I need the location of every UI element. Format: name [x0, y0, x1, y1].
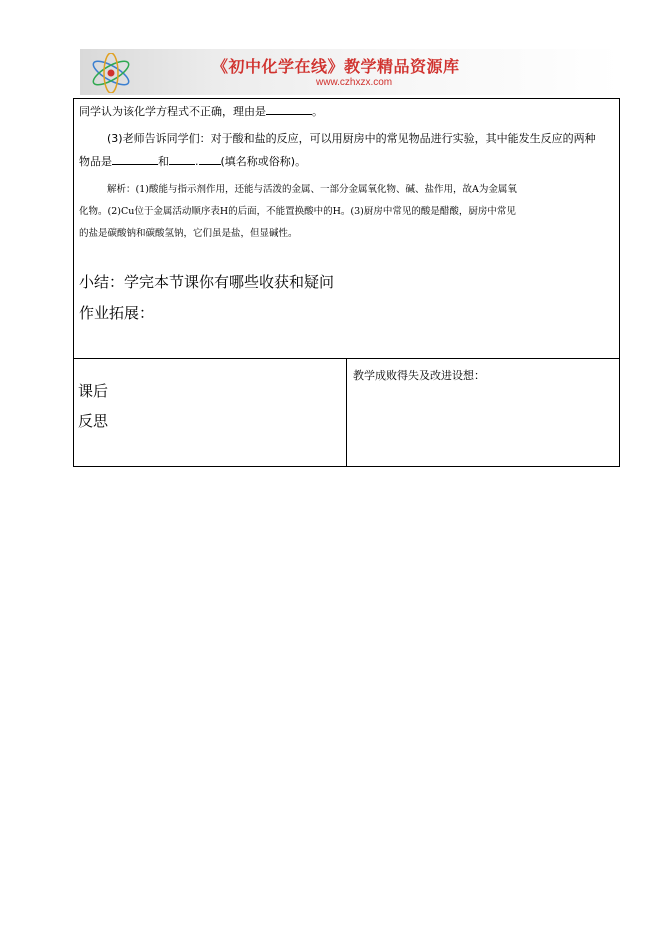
answer-blank-2 — [169, 153, 195, 165]
banner-url: www.czhxzx.com — [316, 77, 393, 88]
question-text: 和 — [158, 155, 169, 168]
solution-line: 解析：(1)酸能与指示剂作用，还能与活泼的金属、一部分金属氧化物、碱、盐作用，故A为金属氧 — [107, 184, 517, 195]
summary-heading: 小结：学完本节课你有哪些收获和疑问 — [79, 273, 335, 291]
solution-line: 的盐是碳酸钠和碳酸氢钠，它们虽是盐，但显碱性。 — [79, 228, 298, 239]
content-cell — [74, 99, 620, 359]
reflection-label-line-1: 课后 — [78, 382, 109, 400]
content-row — [74, 99, 620, 359]
question-line-3 — [79, 153, 613, 170]
reflection-row — [74, 359, 620, 467]
answer-blank-3 — [199, 153, 221, 165]
atom-logo-icon — [88, 53, 134, 93]
question-line-1 — [79, 103, 613, 120]
solution-block — [79, 179, 613, 245]
reflection-label — [74, 359, 346, 436]
question-text: 物品是 — [79, 155, 112, 168]
banner-title: 《初中化学在线》教学精品资源库 — [212, 57, 460, 76]
question-line-2: (3)老师告诉同学们：对于酸和盐的反应，可以用厨房中的常见物品进行实验，其中能发生反应的两种 — [107, 132, 596, 145]
reflection-content-cell — [347, 359, 620, 467]
reflection-label-line-2: 反思 — [78, 412, 109, 430]
solution-line: 化物。(2)Cu位于金属活动顺序表H的后面，不能置换酸中的H。(3)厨房中常见的酸是醋酸，厨房中常见 — [79, 206, 516, 217]
reflection-label-cell — [74, 359, 347, 467]
question-text: 同学认为该化学方程式不正确，理由是 — [79, 105, 266, 118]
question-dot: . — [195, 155, 199, 168]
header-banner — [80, 49, 620, 95]
answer-blank — [266, 103, 312, 115]
question-text-end: 。 — [312, 105, 323, 118]
lesson-table — [73, 98, 620, 467]
question-text-end: (填名称或俗称)。 — [220, 155, 307, 168]
answer-blank-1 — [112, 153, 158, 165]
homework-heading: 作业拓展： — [79, 304, 155, 322]
reflection-content: 教学成败得失及改进设想： — [353, 369, 485, 382]
